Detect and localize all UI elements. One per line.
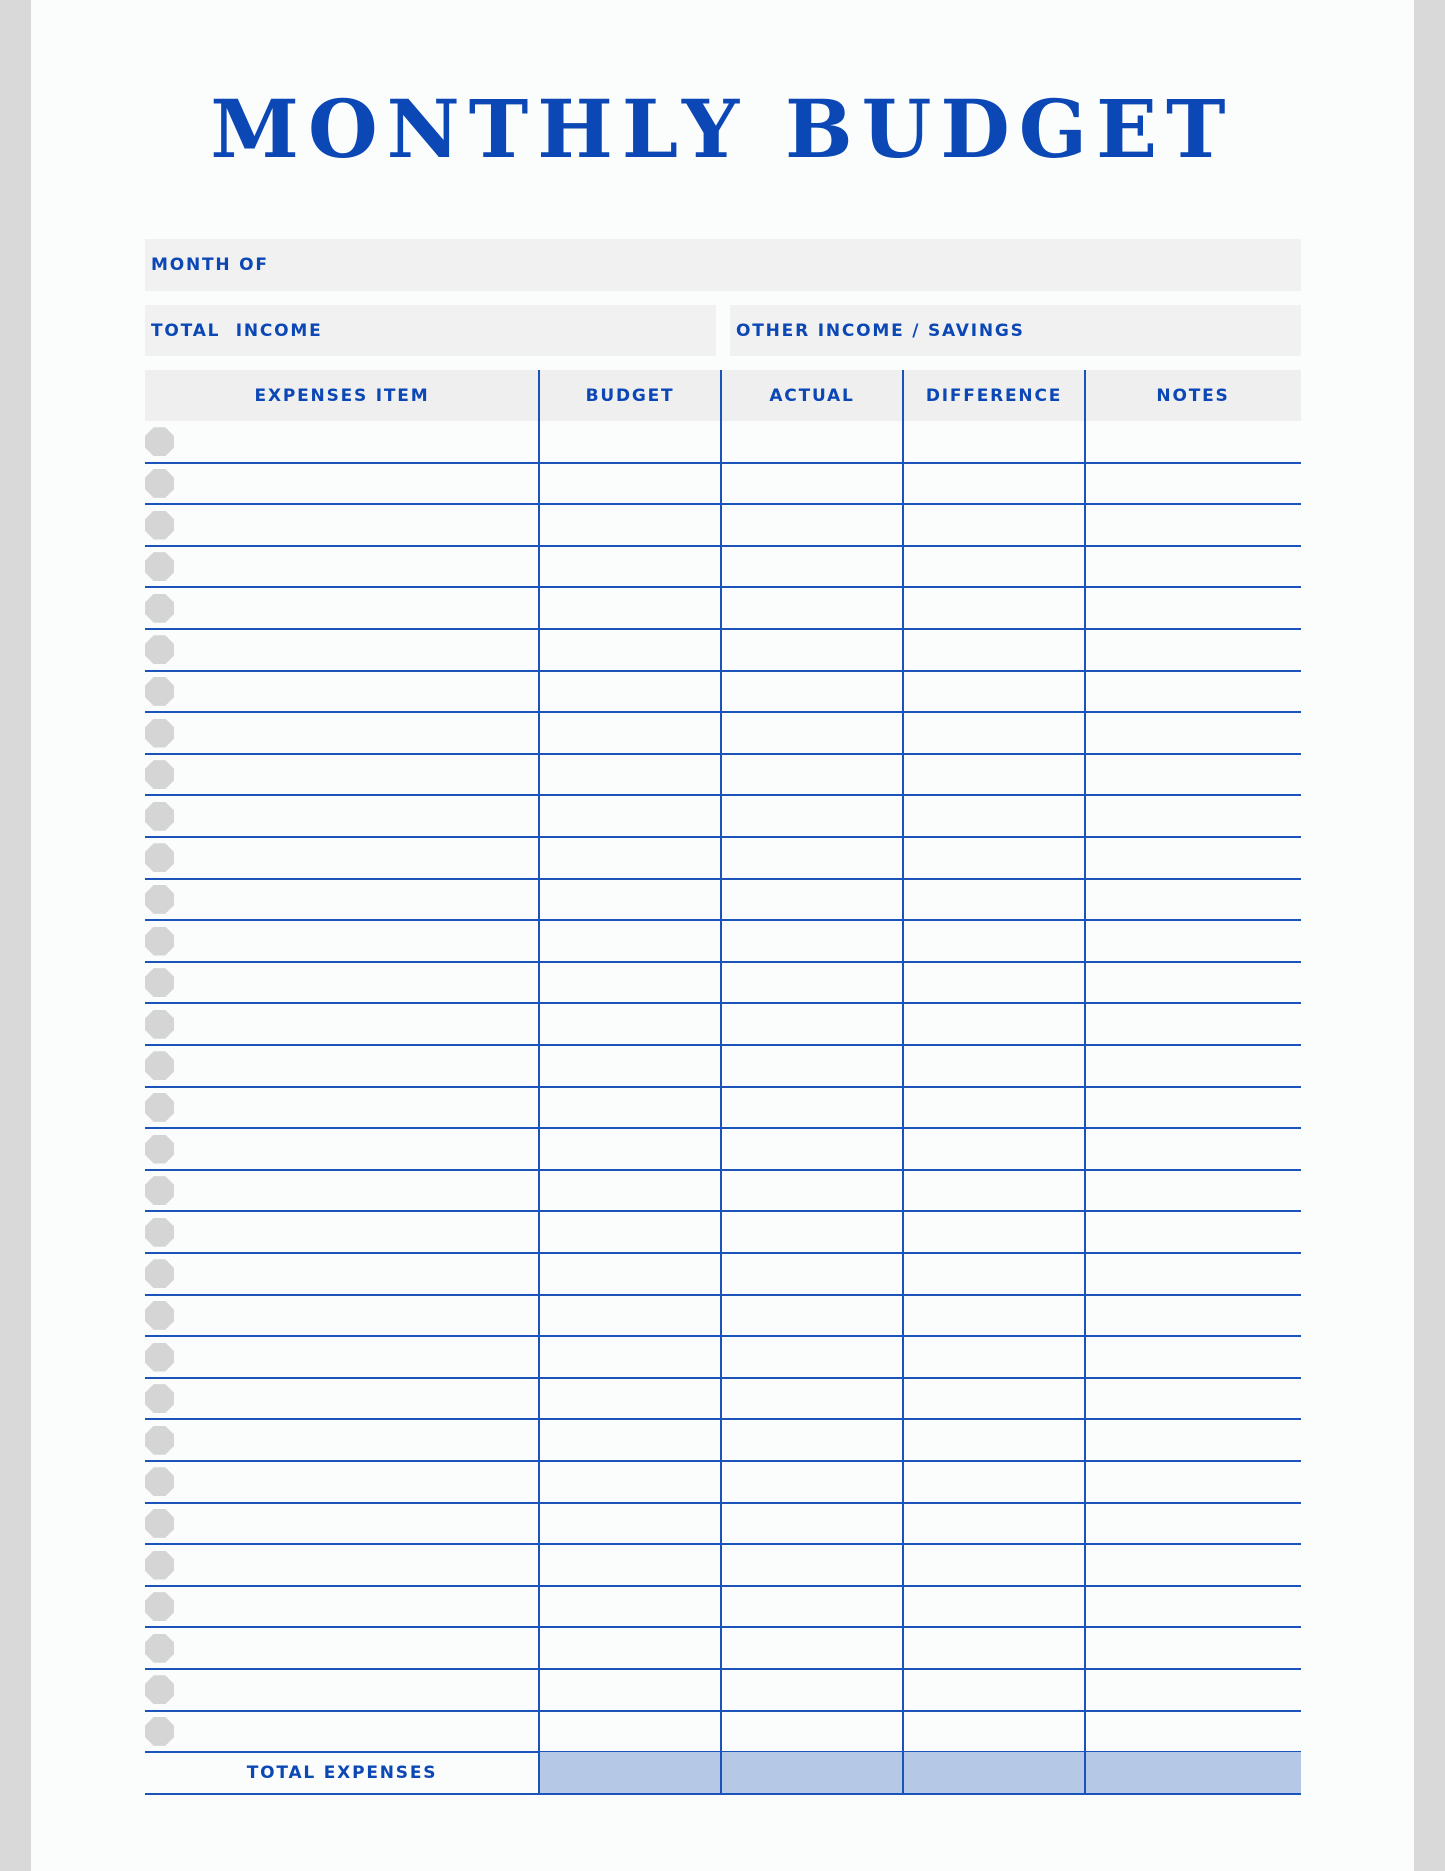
cell-budget[interactable] (539, 1711, 721, 1753)
cell-budget[interactable] (539, 1503, 721, 1545)
cell-expenses-item[interactable] (145, 1211, 539, 1253)
cell-budget[interactable] (539, 754, 721, 796)
cell-budget[interactable] (539, 1087, 721, 1129)
column-header-expenses-item: EXPENSES ITEM (145, 370, 539, 421)
cell-difference[interactable] (903, 1253, 1085, 1295)
cell-budget[interactable] (539, 629, 721, 671)
cell-expenses-item[interactable] (145, 1253, 539, 1295)
cell-budget[interactable] (539, 1295, 721, 1337)
cell-budget[interactable] (539, 1045, 721, 1087)
cell-notes[interactable] (1085, 504, 1301, 546)
total-cell-notes[interactable] (1085, 1752, 1301, 1794)
cell-expenses-item[interactable] (145, 1295, 539, 1337)
cell-notes[interactable] (1085, 1211, 1301, 1253)
column-header-budget: BUDGET (539, 370, 721, 421)
cell-actual[interactable] (721, 1295, 903, 1337)
cell-actual[interactable] (721, 1087, 903, 1129)
cell-notes[interactable] (1085, 837, 1301, 879)
cell-budget[interactable] (539, 1003, 721, 1045)
cell-difference[interactable] (903, 1003, 1085, 1045)
cell-difference[interactable] (903, 795, 1085, 837)
cell-difference[interactable] (903, 504, 1085, 546)
cell-budget[interactable] (539, 712, 721, 754)
cell-notes[interactable] (1085, 1544, 1301, 1586)
column-rule (720, 370, 722, 1794)
bullet-icon (145, 427, 174, 456)
cell-budget[interactable] (539, 1461, 721, 1503)
cell-budget[interactable] (539, 1170, 721, 1212)
total-income-label: TOTAL INCOME (151, 320, 323, 341)
cell-actual[interactable] (721, 754, 903, 796)
cell-difference[interactable] (903, 1211, 1085, 1253)
cell-difference[interactable] (903, 1503, 1085, 1545)
cell-expenses-item[interactable] (145, 1087, 539, 1129)
cell-actual[interactable] (721, 1211, 903, 1253)
cell-actual[interactable] (721, 1336, 903, 1378)
cell-expenses-item[interactable] (145, 754, 539, 796)
cell-actual[interactable] (721, 1503, 903, 1545)
cell-actual[interactable] (721, 1544, 903, 1586)
cell-budget[interactable] (539, 1586, 721, 1628)
cell-notes[interactable] (1085, 795, 1301, 837)
cell-notes[interactable] (1085, 962, 1301, 1004)
cell-expenses-item[interactable] (145, 463, 539, 505)
cell-budget[interactable] (539, 962, 721, 1004)
total-expenses-label: TOTAL EXPENSES (246, 1762, 438, 1783)
month-of-field[interactable] (145, 239, 1301, 291)
month-of-label: MONTH OF (151, 255, 269, 275)
cell-expenses-item[interactable] (145, 837, 539, 879)
cell-notes[interactable] (1085, 1336, 1301, 1378)
cell-budget[interactable] (539, 1419, 721, 1461)
cell-actual[interactable] (721, 1627, 903, 1669)
cell-notes[interactable] (1085, 587, 1301, 629)
cell-actual[interactable] (721, 421, 903, 463)
cell-difference[interactable] (903, 1544, 1085, 1586)
budget-sheet (31, 0, 1414, 1871)
cell-expenses-item[interactable] (145, 879, 539, 921)
cell-actual[interactable] (721, 1253, 903, 1295)
cell-difference[interactable] (903, 1045, 1085, 1087)
cell-actual[interactable] (721, 504, 903, 546)
cell-expenses-item[interactable] (145, 1586, 539, 1628)
cell-notes[interactable] (1085, 629, 1301, 671)
cell-budget[interactable] (539, 1253, 721, 1295)
cell-budget[interactable] (539, 546, 721, 588)
cell-actual[interactable] (721, 1003, 903, 1045)
column-header-actual: ACTUAL (721, 370, 903, 421)
cell-expenses-item[interactable] (145, 962, 539, 1004)
column-rule (902, 370, 904, 1794)
cell-actual[interactable] (721, 920, 903, 962)
cell-notes[interactable] (1085, 1295, 1301, 1337)
cell-difference[interactable] (903, 1087, 1085, 1129)
cell-actual[interactable] (721, 1378, 903, 1420)
cell-difference[interactable] (903, 1669, 1085, 1711)
cell-difference[interactable] (903, 1586, 1085, 1628)
cell-expenses-item[interactable] (145, 1544, 539, 1586)
cell-budget[interactable] (539, 1128, 721, 1170)
cell-expenses-item[interactable] (145, 671, 539, 713)
cell-expenses-item[interactable] (145, 1711, 539, 1753)
cell-actual[interactable] (721, 1711, 903, 1753)
cell-budget[interactable] (539, 1544, 721, 1586)
cell-expenses-item[interactable] (145, 1003, 539, 1045)
total-cell-budget[interactable] (539, 1752, 721, 1794)
cell-budget[interactable] (539, 1336, 721, 1378)
cell-expenses-item[interactable] (145, 1627, 539, 1669)
cell-notes[interactable] (1085, 671, 1301, 713)
cell-difference[interactable] (903, 546, 1085, 588)
cell-difference[interactable] (903, 754, 1085, 796)
cell-expenses-item[interactable] (145, 795, 539, 837)
cell-difference[interactable] (903, 1295, 1085, 1337)
cell-expenses-item[interactable] (145, 1045, 539, 1087)
cell-difference[interactable] (903, 1461, 1085, 1503)
cell-actual[interactable] (721, 1045, 903, 1087)
cell-difference[interactable] (903, 587, 1085, 629)
cell-budget[interactable] (539, 1378, 721, 1420)
column-rule (538, 370, 540, 1794)
cell-budget[interactable] (539, 671, 721, 713)
cell-difference[interactable] (903, 1627, 1085, 1669)
cell-expenses-item[interactable] (145, 1170, 539, 1212)
cell-expenses-item[interactable] (145, 587, 539, 629)
cell-budget[interactable] (539, 421, 721, 463)
cell-expenses-item[interactable] (145, 421, 539, 463)
cell-difference[interactable] (903, 1378, 1085, 1420)
cell-notes[interactable] (1085, 754, 1301, 796)
cell-budget[interactable] (539, 1627, 721, 1669)
cell-difference[interactable] (903, 463, 1085, 505)
cell-difference[interactable] (903, 1128, 1085, 1170)
cell-notes[interactable] (1085, 546, 1301, 588)
total-cell-actual[interactable] (721, 1752, 903, 1794)
cell-budget[interactable] (539, 920, 721, 962)
cell-budget[interactable] (539, 1669, 721, 1711)
cell-expenses-item[interactable] (145, 1669, 539, 1711)
cell-expenses-item[interactable] (145, 1128, 539, 1170)
cell-notes[interactable] (1085, 1253, 1301, 1295)
cell-actual[interactable] (721, 962, 903, 1004)
cell-expenses-item[interactable] (145, 1503, 539, 1545)
cell-budget[interactable] (539, 463, 721, 505)
cell-actual[interactable] (721, 463, 903, 505)
other-income-field[interactable] (730, 305, 1301, 356)
cell-difference[interactable] (903, 837, 1085, 879)
other-income-label: OTHER INCOME / SAVINGS (736, 320, 1025, 341)
cell-notes[interactable] (1085, 1503, 1301, 1545)
cell-notes[interactable] (1085, 1669, 1301, 1711)
cell-difference[interactable] (903, 712, 1085, 754)
cell-difference[interactable] (903, 1170, 1085, 1212)
cell-expenses-item[interactable] (145, 1336, 539, 1378)
cell-expenses-item[interactable] (145, 629, 539, 671)
cell-difference[interactable] (903, 629, 1085, 671)
cell-actual[interactable] (721, 712, 903, 754)
cell-notes[interactable] (1085, 1586, 1301, 1628)
cell-actual[interactable] (721, 1128, 903, 1170)
cell-difference[interactable] (903, 1419, 1085, 1461)
cell-notes[interactable] (1085, 1627, 1301, 1669)
cell-actual[interactable] (721, 795, 903, 837)
cell-budget[interactable] (539, 504, 721, 546)
cell-notes[interactable] (1085, 421, 1301, 463)
cell-expenses-item[interactable] (145, 1419, 539, 1461)
cell-difference[interactable] (903, 1336, 1085, 1378)
cell-expenses-item[interactable] (145, 712, 539, 754)
cell-expenses-item[interactable] (145, 504, 539, 546)
cell-actual[interactable] (721, 1461, 903, 1503)
cell-notes[interactable] (1085, 1170, 1301, 1212)
cell-actual[interactable] (721, 837, 903, 879)
cell-actual[interactable] (721, 546, 903, 588)
cell-budget[interactable] (539, 795, 721, 837)
cell-actual[interactable] (721, 1669, 903, 1711)
column-header-difference: DIFFERENCE (903, 370, 1085, 421)
page-title: MONTHLY BUDGET (210, 82, 1235, 176)
cell-notes[interactable] (1085, 1128, 1301, 1170)
cell-budget[interactable] (539, 837, 721, 879)
cell-expenses-item[interactable] (145, 546, 539, 588)
column-header-notes: NOTES (1085, 370, 1301, 421)
bullet-icon (145, 469, 174, 498)
cell-expenses-item[interactable] (145, 920, 539, 962)
cell-actual[interactable] (721, 879, 903, 921)
cell-actual[interactable] (721, 1586, 903, 1628)
total-cell-difference[interactable] (903, 1752, 1085, 1794)
cell-difference[interactable] (903, 671, 1085, 713)
cell-budget[interactable] (539, 1211, 721, 1253)
cell-difference[interactable] (903, 1711, 1085, 1753)
cell-expenses-item[interactable] (145, 1378, 539, 1420)
cell-difference[interactable] (903, 421, 1085, 463)
table-bottom-rule (145, 1793, 1301, 1795)
cell-notes[interactable] (1085, 1419, 1301, 1461)
total-income-field[interactable] (145, 305, 716, 356)
cell-notes[interactable] (1085, 1003, 1301, 1045)
cell-actual[interactable] (721, 671, 903, 713)
cell-difference[interactable] (903, 920, 1085, 962)
cell-actual[interactable] (721, 629, 903, 671)
cell-notes[interactable] (1085, 1711, 1301, 1753)
cell-difference[interactable] (903, 962, 1085, 1004)
cell-actual[interactable] (721, 1170, 903, 1212)
column-rule (1084, 370, 1086, 1794)
cell-actual[interactable] (721, 587, 903, 629)
cell-actual[interactable] (721, 1419, 903, 1461)
cell-notes[interactable] (1085, 1087, 1301, 1129)
cell-expenses-item[interactable] (145, 1461, 539, 1503)
cell-notes[interactable] (1085, 879, 1301, 921)
cell-notes[interactable] (1085, 1461, 1301, 1503)
cell-budget[interactable] (539, 587, 721, 629)
cell-difference[interactable] (903, 879, 1085, 921)
cell-notes[interactable] (1085, 463, 1301, 505)
cell-notes[interactable] (1085, 1378, 1301, 1420)
cell-budget[interactable] (539, 879, 721, 921)
cell-notes[interactable] (1085, 712, 1301, 754)
cell-notes[interactable] (1085, 920, 1301, 962)
cell-notes[interactable] (1085, 1045, 1301, 1087)
